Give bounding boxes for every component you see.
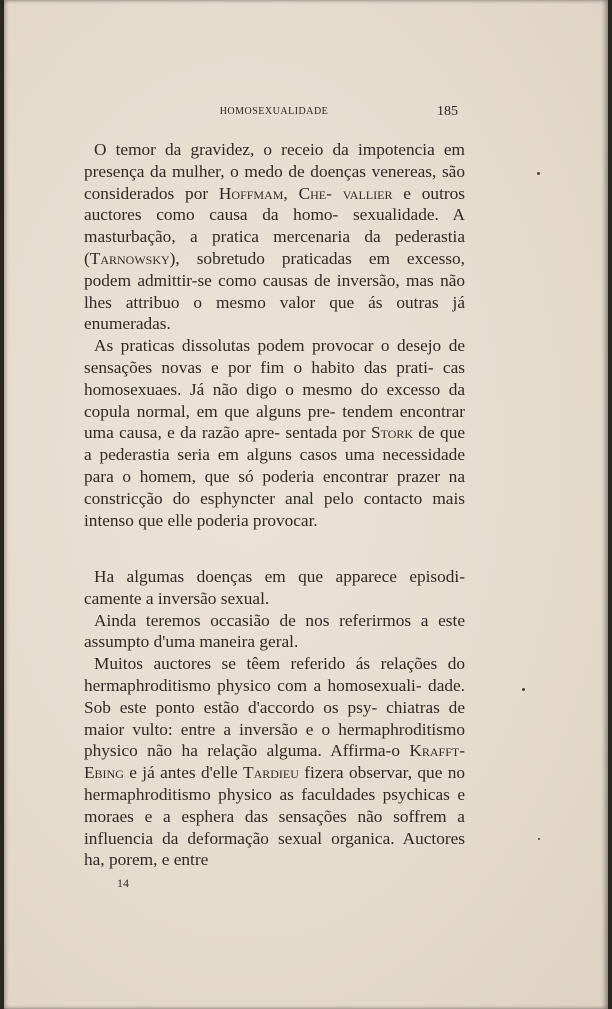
paragraph — [84, 335, 465, 531]
text-run: este assumpto d'uma maneira geral. — [84, 610, 465, 652]
text-run: Ha algumas doenças em que apparece episodi- — [94, 567, 465, 586]
text-run: cas homosexuaes. Já não digo o mesmo do — [84, 357, 465, 399]
text-run: e outros auctores como causa da homo- — [84, 183, 465, 225]
text-line — [94, 567, 465, 586]
text-run: as faculdades psychicas e moraes e a esphera das — [84, 784, 465, 826]
text-run: elle poderia provocar. — [167, 510, 318, 530]
text-run: Ainda teremos occasião de nos referirmos a — [94, 610, 429, 630]
text-run: , — [283, 183, 299, 203]
text-run: sexual organica. Auctores ha, porem, e entre — [84, 828, 465, 870]
text-line — [94, 611, 428, 630]
signature-mark: 14 — [117, 876, 129, 890]
text-run: e já antes d'elle — [123, 763, 244, 783]
text-run: hermaphroditismo physico com a homosexuali- — [84, 675, 422, 695]
text-run: As praticas dissolutas podem provocar o desejo — [94, 336, 442, 356]
text-run: da pederastia ( — [84, 227, 465, 268]
author-name: Krafft-Ebing — [84, 741, 465, 783]
text-run: ), sobretudo praticadas — [169, 248, 352, 268]
text-run: Affirma-o — [330, 741, 410, 761]
book-page — [4, 0, 608, 1009]
author-name: Che- — [298, 183, 332, 203]
text-run: de que a pederastia seria em — [84, 423, 466, 465]
paper-speck — [537, 172, 540, 175]
text-block-lower — [84, 566, 465, 871]
text-line — [94, 336, 441, 355]
text-run: sexualidade. A masturbação, a pratica mercenaria — [84, 205, 465, 247]
paragraph — [84, 139, 465, 335]
paper-speck — [538, 838, 540, 840]
author-name: Hoffmam — [218, 183, 284, 203]
text-run: alguns casos uma necessidade para o homem, que — [84, 445, 465, 486]
text-run: em presença da mulher, o medo de doenças — [84, 140, 466, 181]
text-run: esphyncter anal pelo contacto mais intenso que — [84, 488, 465, 530]
text-run: Muitos auctores se têem referido ás relações do — [94, 654, 465, 674]
author-name: Tarnowsky — [89, 248, 170, 268]
text-run: de sensações novas e por fim o habito das prati- — [84, 336, 465, 377]
paragraph — [84, 653, 465, 871]
text-run: O temor da gravidez, o receio da impotencia — [94, 140, 435, 159]
text-run: tendem encontrar uma causa, e da razão apre- — [84, 401, 465, 443]
text-run: camente a inversão sexual. — [84, 588, 270, 608]
running-title: HOMOSEXUALIDADE — [219, 106, 329, 117]
paragraph — [84, 610, 465, 654]
text-line — [94, 140, 435, 159]
text-run: hermaphroditismo physico não ha relação alguma. — [84, 719, 465, 761]
text-run: sensações não soffrem a influencia da deformação — [84, 806, 465, 848]
text-line — [84, 676, 422, 695]
text-line — [168, 511, 318, 530]
text-run: em excesso, podem admittir-se como causas de — [84, 248, 465, 290]
paragraph — [84, 566, 465, 610]
text-run: que ás outras já enumeradas. — [84, 292, 466, 334]
author-name: Stork — [370, 423, 414, 443]
running-head — [4, 106, 608, 122]
text-run: dade. Sob este ponto estão d'accordo os psy- — [84, 675, 465, 717]
text-run: sentada por — [285, 423, 371, 443]
author-name: Tardieu — [243, 763, 299, 783]
paper-speck — [522, 688, 525, 691]
text-block-upper — [84, 139, 465, 531]
author-name: vallier — [342, 183, 393, 203]
text-run: inversão, mas não lhes attribuo o mesmo valor — [84, 270, 466, 312]
text-run: chiatras de maior vulto: entre a inversão e o — [84, 697, 465, 739]
text-line — [84, 589, 269, 608]
text-run: fizera observar, que no hermaphroditismo physico — [84, 763, 466, 804]
text-run: excesso da copula normal, em que alguns pre- — [84, 379, 466, 421]
page-number: 185 — [437, 104, 458, 119]
text-run: só poderia encontrar prazer na constricção do — [84, 466, 465, 508]
text-line — [94, 654, 465, 673]
text-run: venereas, são considerados por — [84, 161, 465, 203]
